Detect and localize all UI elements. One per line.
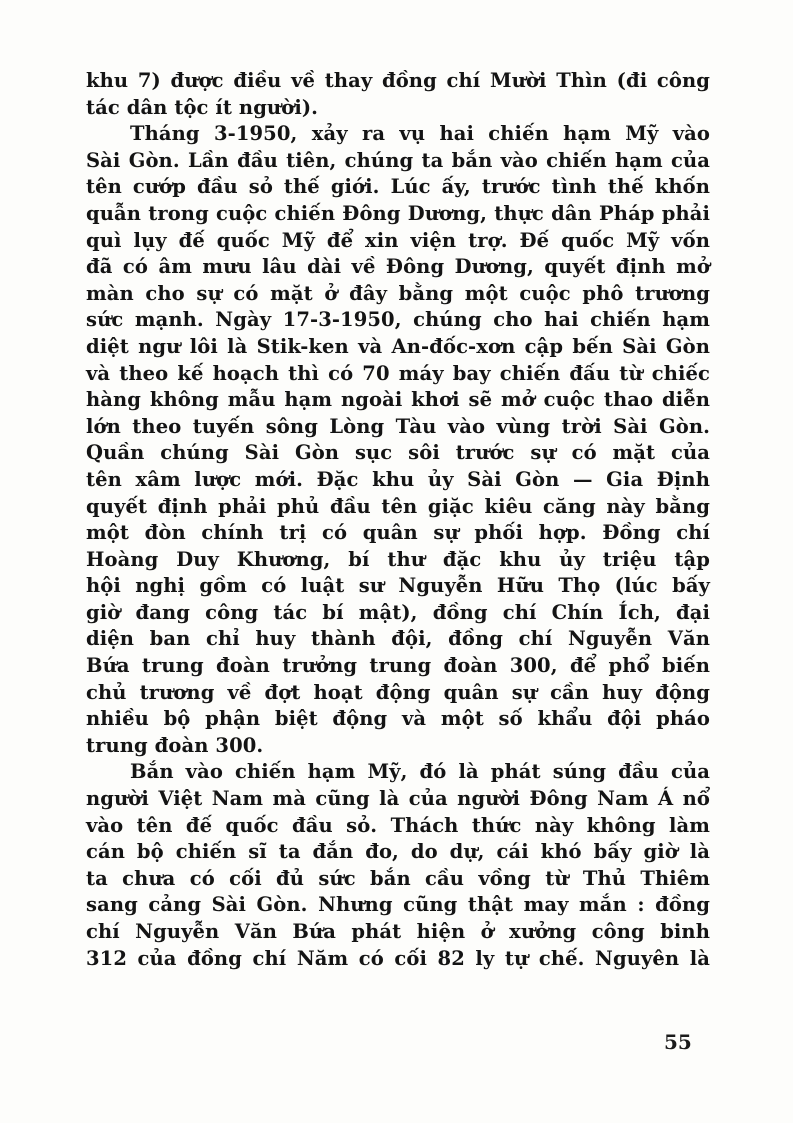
text-line: ta chưa có cối đủ sức bắn cầu vồng từ Thủ Thiêm [86,866,710,890]
paragraph-start-line: Tháng 3-1950, xảy ra vụ hai chiến hạm Mỹ vào [130,122,710,146]
text-line: lớn theo tuyến sông Lòng Tàu vào vùng trời Sài Gòn. [86,414,710,438]
text-line: giờ đang công tác bí mật), đồng chí Chín Ích, đại [86,600,710,624]
text-line: vào tên đế quốc đầu sỏ. Thách thức này không làm [86,813,710,837]
text-line: diệt ngư lôi là Stik-ken và An-đốc-xơn cập bến Sài Gòn [86,334,710,358]
text-line: diện ban chỉ huy thành đội, đồng chí Nguyễn Văn [86,627,710,651]
text-line: sang cảng Sài Gòn. Nhưng cũng thật may mắn : đồng [86,893,710,917]
text-line: và theo kế hoạch thì có 70 máy bay chiến đấu từ chiếc [86,361,710,385]
text-line: người Việt Nam mà cũng là của người Đông Nam Á nổ [86,787,710,811]
text-line: cán bộ chiến sĩ ta đắn đo, do dự, cái khó bấy giờ là [86,840,710,864]
text-line: trung đoàn 300. [86,733,264,757]
text-line: hàng không mẫu hạm ngoài khơi sẽ mở cuộc thao diễn [86,388,710,412]
text-line: hội nghị gồm có luật sư Nguyễn Hữu Thọ (lúc bấy [86,574,710,598]
text-line: quyết định phải phủ đầu tên giặc kiêu căng này bằng [86,494,710,518]
text-line: chí Nguyễn Văn Bứa phát hiện ở xưởng công binh [86,920,710,943]
text-line: sức mạnh. Ngày 17-3-1950, chúng cho hai chiến hạm [86,308,710,332]
text-line: tên xâm lược mới. Đặc khu ủy Sài Gòn — Gia Định [86,467,710,491]
text-line: chủ trương về đợt hoạt động quân sự cần huy động [86,680,710,704]
page-number: 55 [664,1030,692,1054]
paragraph-start-line: Bắn vào chiến hạm Mỹ, đó là phát súng đầu của [130,760,710,784]
text-line: Bứa trung đoàn trưởng trung đoàn 300, để phổ biến [86,654,710,678]
text-line: khu 7) được điều về thay đồng chí Mười Thìn (đi công [86,69,710,92]
text-line: Hoàng Duy Khương, bí thư đặc khu ủy triệu tập [86,547,710,571]
text-line: tác dân tộc ít người). [86,95,319,119]
text-line: một đòn chính trị có quân sự phối hợp. Đồng chí [86,521,710,545]
text-line: nhiều bộ phận biệt động và một số khẩu đội pháo [86,707,710,731]
text-line: Sài Gòn. Lần đầu tiên, chúng ta bắn vào chiến hạm của [86,148,710,172]
text-line: quẫn trong cuộc chiến Đông Dương, thực dân Pháp phải [86,201,710,225]
text-line: quì lụy đế quốc Mỹ để xin viện trợ. Đế quốc Mỹ vốn [86,228,710,252]
body-text [86,68,710,972]
text-line: đã có âm mưu lâu dài về Đông Dương, quyết định mở [86,255,710,279]
text-line: màn cho sự có mặt ở đây bằng một cuộc phô trương [86,281,710,305]
text-line: 312 của đồng chí Năm có cối 82 ly tự chế. Nguyên là [86,946,710,970]
text-line: Quần chúng Sài Gòn sục sôi trước sự có mặt của [86,441,710,465]
text-line: tên cướp đầu sỏ thế giới. Lúc ấy, trước tình thế khốn [86,175,710,199]
